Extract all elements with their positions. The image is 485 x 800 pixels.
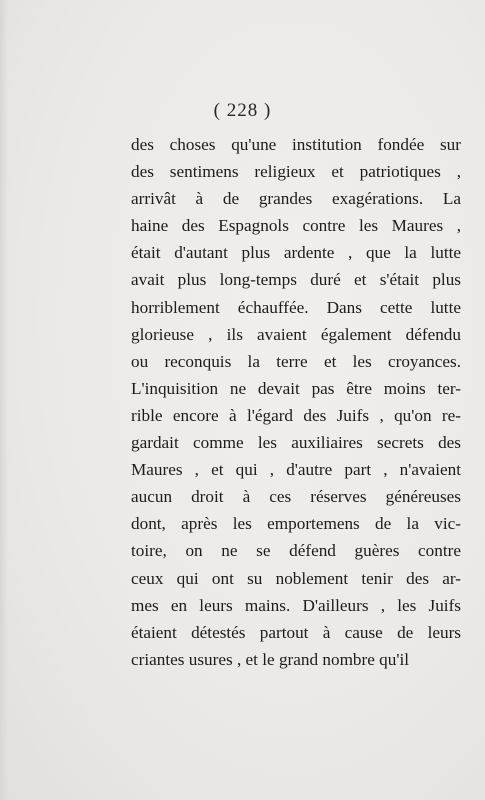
text-line: horriblement échauffée. Dans cette lutte [131,297,461,317]
text-line: des choses qu'une institution fondée sur [131,135,461,154]
text-line: arrivât à de grandes exagérations. La [131,189,461,209]
text-line: haine des Espagnols contre les Maures , [131,216,461,236]
text-line: ceux qui ont su noblement tenir des ar- [131,568,461,588]
text-line: était d'autant plus ardente , que la lutte [131,243,461,263]
text-line: aucun droit à ces réserves généreuses [131,487,461,507]
text-line: glorieuse , ils avaient également défendu [131,324,461,344]
text-line: criantes usures , et le grand nombre qu'il [131,649,410,669]
page-body-text [131,131,461,673]
page-number-header: ( 228 ) [213,100,272,121]
text-line: rible encore à l'égard des Juifs , qu'on re- [131,405,461,425]
text-line: dont, après les emportemens de la vic- [131,514,461,534]
text-line: des sentimens religieux et patriotiques , [131,162,461,182]
text-line: mes en leurs mains. D'ailleurs , les Juifs [131,595,461,615]
text-line: gardait comme les auxiliaires secrets des [131,433,461,453]
text-line: étaient détestés partout à cause de leurs [131,622,461,642]
text-line: L'inquisition ne devait pas être moins ter- [131,378,461,398]
text-line: ou reconquis la terre et les croyances. [131,351,461,371]
text-line: avait plus long-temps duré et s'était plus [131,270,461,290]
text-line: toire, on ne se défend guères contre [131,541,461,561]
text-line: Maures , et qui , d'autre part , n'avaient [131,460,461,480]
